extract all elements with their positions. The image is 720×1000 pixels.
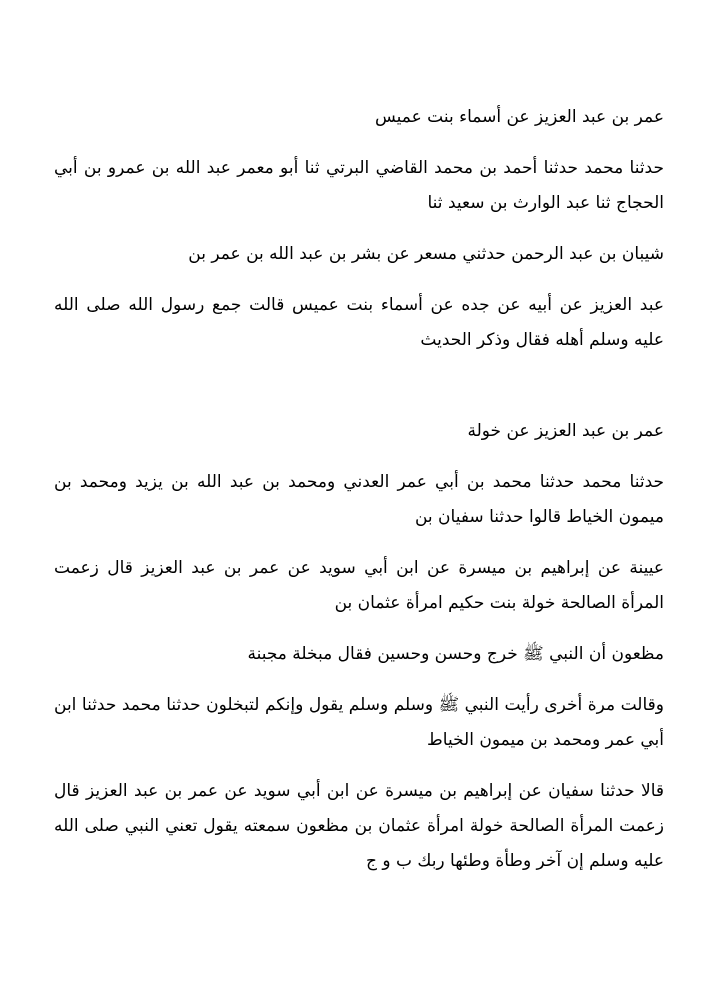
section-heading-khawla: عمر بن عبد العزيز عن خولة (467, 421, 664, 441)
paragraph: شيبان بن عبد الرحمن حدثني مسعر عن بشر بن عبد الله بن عمر بن (188, 244, 664, 264)
paragraph: مظعون أن النبي ﷺ خرج وحسن وحسين فقال مبخلة مجبنة (247, 644, 664, 664)
paragraph: وقالت مرة أخرى رأيت النبي ﷺ وسلم وسلم يقول وإنكم لتبخلون حدثنا محمد حدثنا ابن أبي عمر ومحمد بن ميمون الخياط (54, 695, 664, 750)
paragraph: حدثنا محمد حدثنا محمد بن أبي عمر العدني ومحمد بن عبد الله بن يزيد ومحمد بن ميمون الخياط قالوا حدثنا سفيان بن (54, 472, 664, 527)
paragraph: قالا حدثنا سفيان عن إبراهيم بن ميسرة عن ابن أبي سويد عن عمر بن عبد العزيز قال زعمت المرأة الصالحة خولة امرأة عثمان بن مظعون سمعته يقول تعني النبي صلى الله عليه وسلم إن آخر وطأة وطئها ربك ب و ج (54, 781, 664, 871)
paragraph: عبد العزيز عن أبيه عن جده عن أسماء بنت عميس قالت جمع رسول الله صلى الله عليه وسلم أهله فقال وذكر الحديث (54, 295, 664, 350)
section-heading-asma: عمر بن عبد العزيز عن أسماء بنت عميس (374, 107, 664, 127)
paragraph: عيينة عن إبراهيم بن ميسرة عن ابن أبي سويد عن عمر بن عبد العزيز قال زعمت المرأة الصالحة خولة بنت حكيم امرأة عثمان بن (54, 558, 664, 613)
paragraph: حدثنا محمد حدثنا أحمد بن محمد القاضي البرتي ثنا أبو معمر عبد الله بن عمرو بن أبي الحجاج ثنا عبد الوارث بن سعيد ثنا (54, 158, 664, 213)
